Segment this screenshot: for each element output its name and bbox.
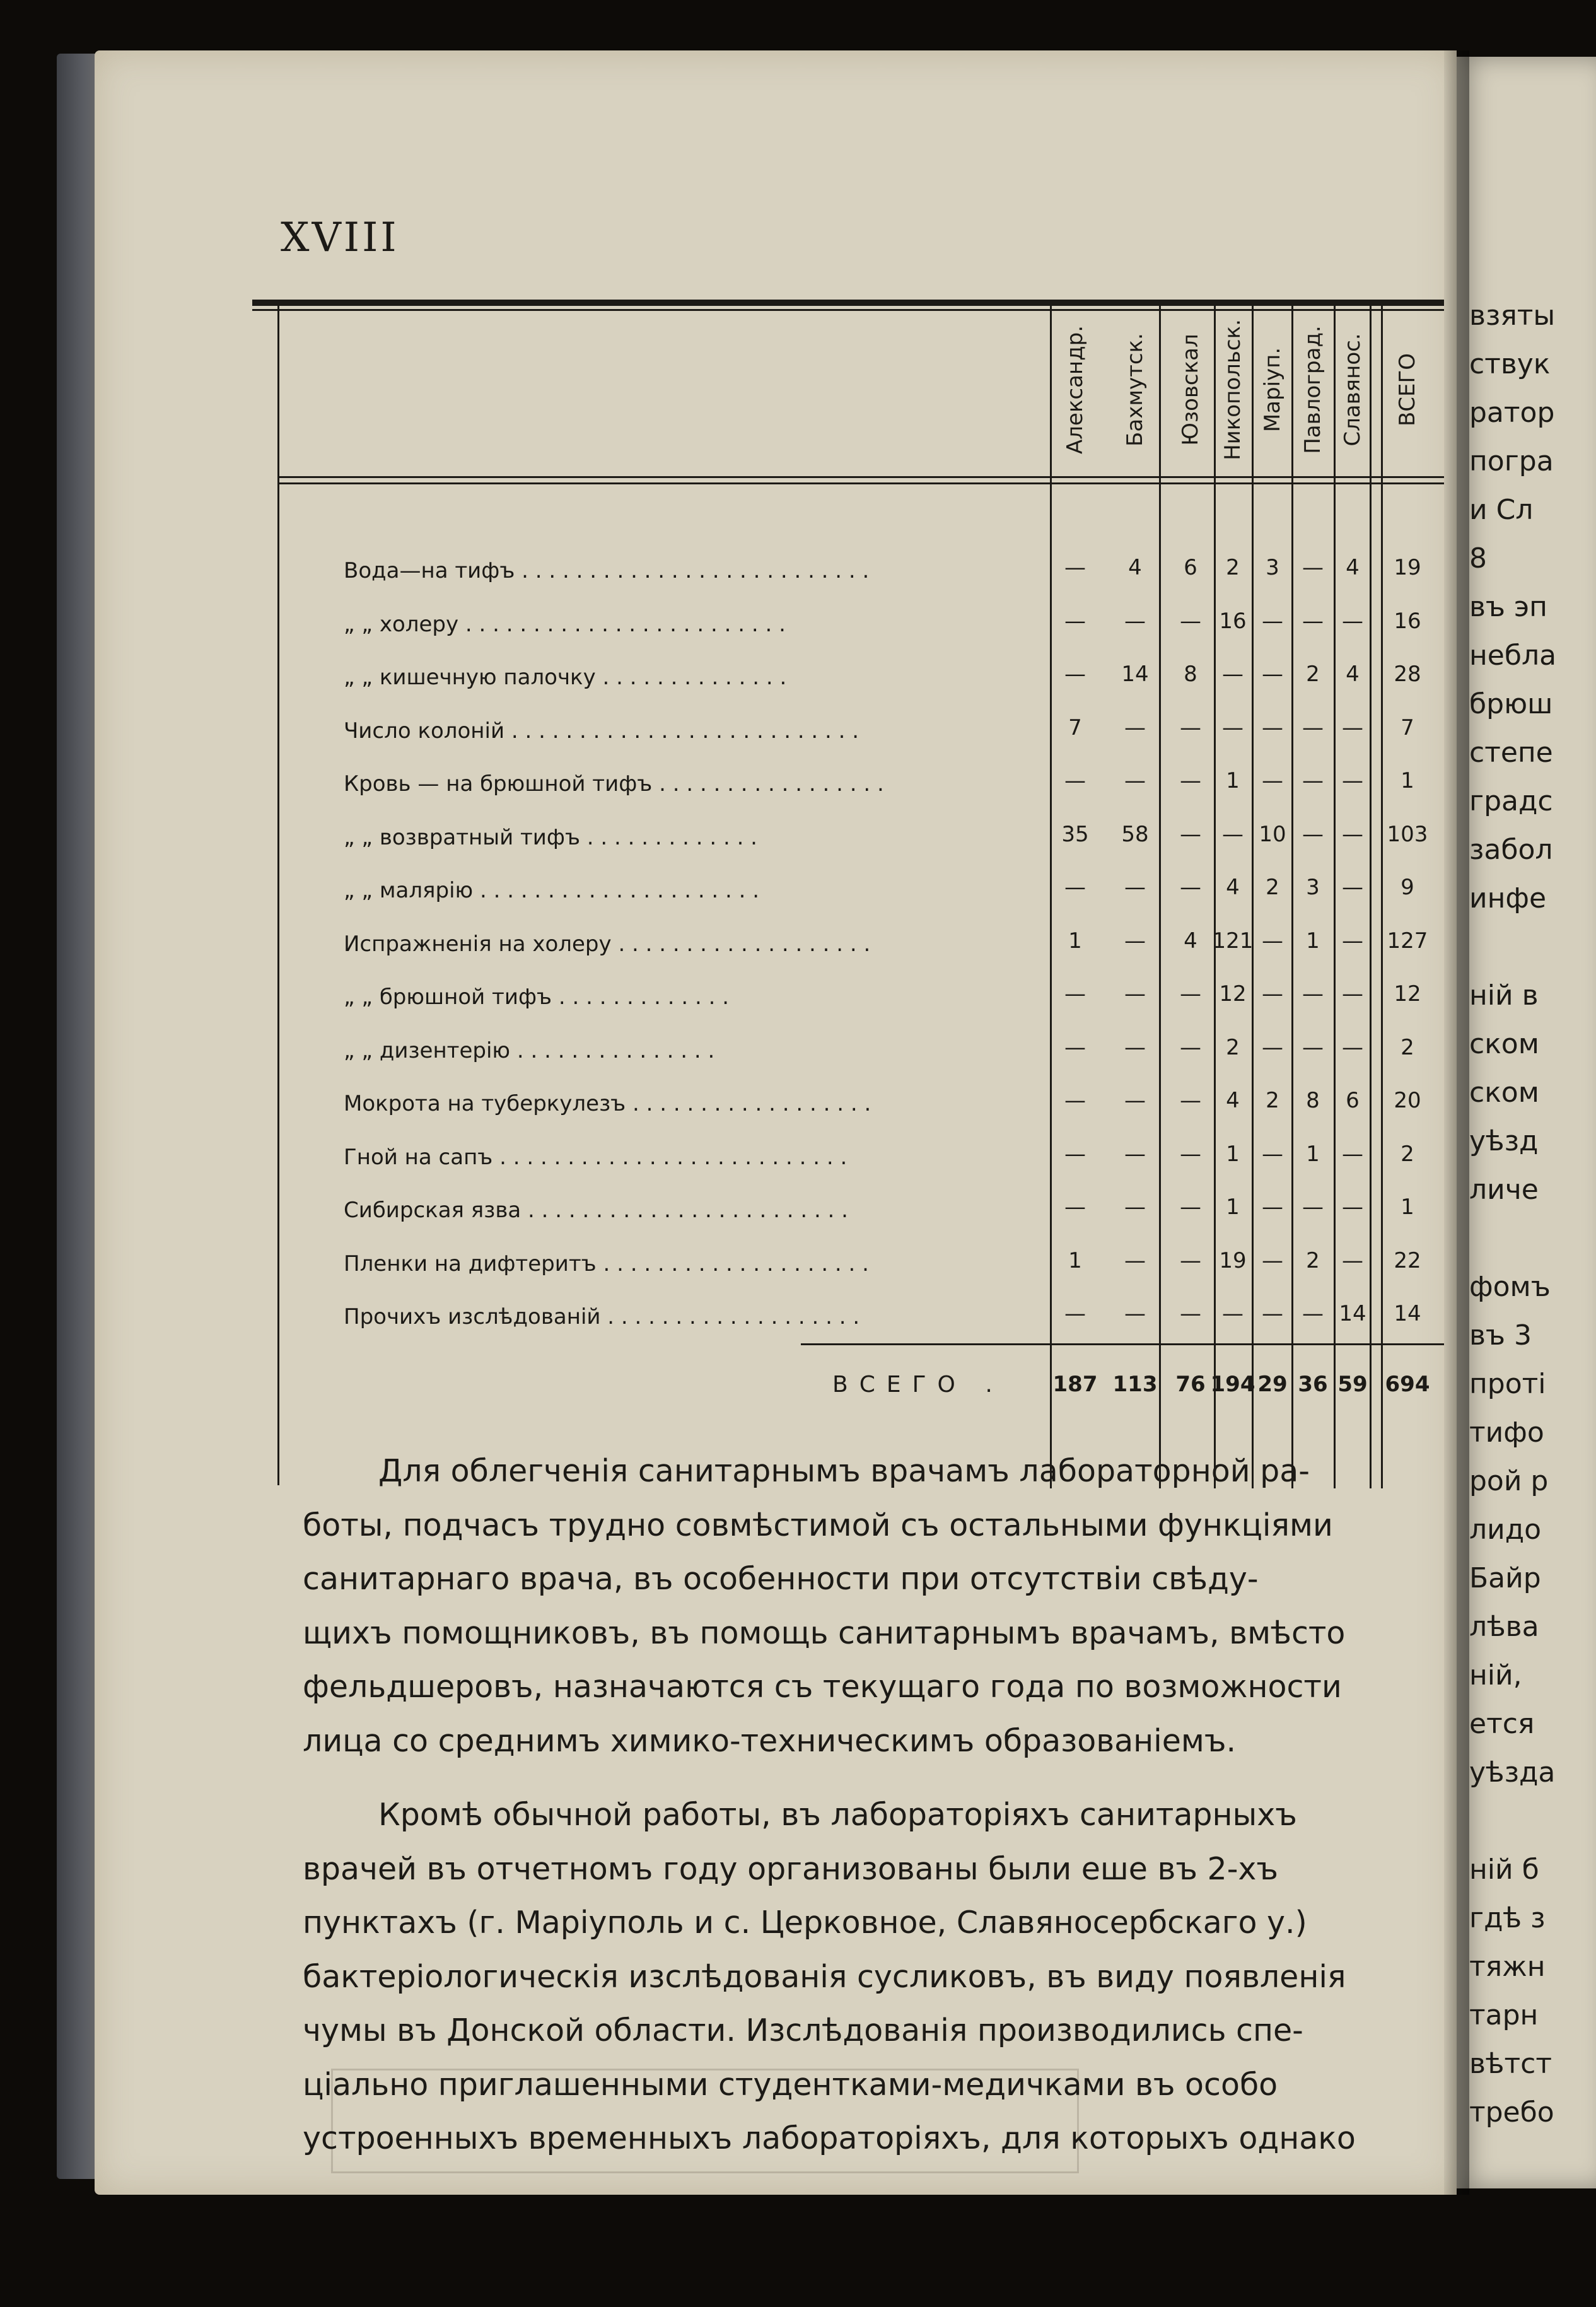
- table-cell: —: [1180, 1194, 1201, 1220]
- table-cell: 8: [1306, 1088, 1320, 1113]
- next-page-line: ратор: [1469, 397, 1555, 429]
- table-cell: —: [1342, 928, 1363, 954]
- table-cell: —: [1342, 1141, 1363, 1167]
- table-cell: 20: [1394, 1088, 1421, 1113]
- table-cell: —: [1302, 981, 1324, 1007]
- next-page-line: уѣзд: [1469, 1125, 1539, 1157]
- table-cell: —: [1124, 768, 1146, 793]
- row-label: Прочихъ изслѣдованій . . . . . . . . . . . . . . . . . . .: [344, 1304, 860, 1329]
- table-cell: 14: [1339, 1301, 1366, 1326]
- column-header-text: Александр.: [1063, 325, 1088, 454]
- table-cell: —: [1180, 768, 1201, 793]
- table-cell: —: [1302, 821, 1324, 847]
- next-page-line: ствук: [1469, 348, 1551, 380]
- table-cell: 1: [1306, 928, 1320, 954]
- paragraph-line: ціально приглашенными студентками-медичками въ особо: [303, 2066, 1278, 2103]
- table-cell: —: [1302, 1194, 1324, 1220]
- next-page-line: забол: [1469, 834, 1553, 866]
- next-page-line: уѣзда: [1469, 1756, 1556, 1789]
- total-rule: [801, 1343, 1444, 1345]
- row-label: „ „ кишечную палочку . . . . . . . . . . . . . .: [344, 665, 787, 690]
- table-header-rule: [277, 476, 1444, 478]
- row-label: Кровь — на брюшной тифъ . . . . . . . . . . . . . . . . .: [344, 771, 884, 797]
- next-page-line: въ 3: [1469, 1319, 1532, 1352]
- table-cell: —: [1302, 555, 1324, 580]
- table-cell: 12: [1394, 981, 1421, 1007]
- table-cell: 3: [1306, 875, 1320, 900]
- table-cell: 1: [1226, 768, 1240, 793]
- table-cell: 2: [1401, 1141, 1414, 1167]
- table-cell: 4: [1184, 928, 1197, 954]
- table-cell: —: [1064, 1194, 1086, 1220]
- paragraph-2: [303, 1788, 1438, 2166]
- next-page-line: градс: [1469, 785, 1553, 817]
- next-page-line: лѣва: [1469, 1611, 1539, 1643]
- table-cell: 103: [1387, 821, 1428, 847]
- column-header: [1389, 306, 1426, 473]
- table-cell: 4: [1128, 555, 1142, 580]
- column-header: [1172, 306, 1209, 473]
- table-cell: —: [1302, 1034, 1324, 1060]
- table-cell: —: [1262, 608, 1283, 634]
- table-cell: —: [1064, 662, 1086, 687]
- next-page-line: 8: [1469, 542, 1487, 575]
- next-page-line: вѣтст: [1469, 2048, 1552, 2080]
- row-label: Вода—на тифъ . . . . . . . . . . . . . . . . . . . . . . . . . .: [344, 558, 870, 583]
- total-cell: 76: [1175, 1372, 1206, 1397]
- paragraph-line: устроенныхъ временныхъ лабораторіяхъ, для которыхъ однако: [303, 2120, 1356, 2156]
- table-cell: 58: [1121, 821, 1149, 847]
- table-cell: 22: [1394, 1247, 1421, 1273]
- table-cell: —: [1064, 768, 1086, 793]
- row-label: Гной на сапъ . . . . . . . . . . . . . . . . . . . . . . . . . .: [344, 1144, 848, 1170]
- table-cell: 10: [1259, 821, 1286, 847]
- column-header-text: ВСЕГО: [1395, 353, 1420, 426]
- table-cell: —: [1342, 768, 1363, 793]
- column-header: [1254, 306, 1291, 473]
- column-header-text: Павлоград.: [1300, 325, 1325, 454]
- column-header-text: Юзовскал: [1178, 333, 1203, 446]
- table-header-rule-2: [277, 482, 1444, 484]
- column-header: [1056, 306, 1094, 473]
- table-cell: 3: [1266, 555, 1279, 580]
- book-gutter: [1444, 50, 1469, 2195]
- table-cell: 4: [1226, 875, 1240, 900]
- table-cell: —: [1302, 1301, 1324, 1326]
- next-page-line: личе: [1469, 1174, 1539, 1206]
- table-cell: 2: [1401, 1034, 1414, 1060]
- table-cell: —: [1124, 1194, 1146, 1220]
- row-label: „ „ дизентерію . . . . . . . . . . . . . . .: [344, 1037, 715, 1063]
- table-cell: 2: [1266, 875, 1279, 900]
- row-label: Пленки на дифтеритъ . . . . . . . . . . . . . . . . . . . .: [344, 1251, 869, 1276]
- table-cell: —: [1222, 715, 1244, 740]
- row-label: Мокрота на туберкулезъ . . . . . . . . . . . . . . . . . .: [344, 1091, 871, 1116]
- paragraph-line: лица со среднимъ химико-техническимъ образованіемъ.: [303, 1722, 1237, 1759]
- table-cell: —: [1180, 1088, 1201, 1113]
- table-cell: 2: [1306, 1247, 1320, 1273]
- table-cell: —: [1262, 928, 1283, 954]
- next-page-line: и Сл: [1469, 494, 1534, 526]
- table-cell: 6: [1346, 1088, 1360, 1113]
- next-page-line: проті: [1469, 1368, 1546, 1400]
- table-cell: —: [1124, 1088, 1146, 1113]
- table-cell: 2: [1306, 662, 1320, 687]
- row-label: Испражненія на холеру . . . . . . . . . . . . . . . . . . .: [344, 931, 871, 957]
- total-cell: 113: [1112, 1372, 1158, 1397]
- column-header: [1214, 306, 1252, 473]
- column-header: [1116, 306, 1154, 473]
- table-cell: —: [1064, 555, 1086, 580]
- total-cell: 194: [1210, 1372, 1255, 1397]
- table-cell: 35: [1061, 821, 1089, 847]
- next-page-line: небла: [1469, 640, 1557, 672]
- table-cell: —: [1262, 1301, 1283, 1326]
- table-cell: 6: [1184, 555, 1197, 580]
- table-cell: 4: [1346, 662, 1360, 687]
- next-page-line: лидо: [1469, 1514, 1542, 1546]
- table-cell: —: [1342, 981, 1363, 1007]
- table-cell: —: [1124, 1301, 1146, 1326]
- table-cell: 121: [1212, 928, 1254, 954]
- next-page-line: ній б: [1469, 1854, 1539, 1886]
- table-cell: 12: [1219, 981, 1247, 1007]
- table-cell: 8: [1184, 662, 1197, 687]
- row-label: „ „ холеру . . . . . . . . . . . . . . . . . . . . . . . .: [344, 611, 786, 637]
- next-page-line: тяжн: [1469, 1951, 1546, 1983]
- table-cell: —: [1262, 1034, 1283, 1060]
- table-cell: —: [1180, 981, 1201, 1007]
- table-cell: —: [1124, 875, 1146, 900]
- table-top-rule: [252, 300, 1444, 306]
- table-cell: —: [1342, 1247, 1363, 1273]
- next-page-line: рой р: [1469, 1465, 1549, 1497]
- next-page-line: тифо: [1469, 1416, 1544, 1449]
- column-header-text: Маріуп.: [1260, 347, 1285, 432]
- next-page-line: тарн: [1469, 1999, 1539, 2031]
- page-number: XVIII: [281, 214, 399, 261]
- column-header-text: Бахмутск.: [1122, 332, 1148, 447]
- total-label: ВСЕГО .: [832, 1372, 1004, 1398]
- table-cell: —: [1222, 662, 1244, 687]
- next-page-line: брюш: [1469, 688, 1553, 720]
- table-cell: —: [1064, 875, 1086, 900]
- total-cell: 36: [1298, 1372, 1328, 1397]
- next-page-line: ском: [1469, 1077, 1539, 1109]
- table-cell: 4: [1346, 555, 1360, 580]
- next-page-line: инфе: [1469, 882, 1547, 914]
- table-cell: 19: [1394, 555, 1421, 580]
- next-page-line: ній в: [1469, 979, 1539, 1012]
- table-cell: 1: [1068, 928, 1082, 954]
- paragraph-line: санитарнаго врача, въ особенности при отсутствіи свѣду-: [303, 1561, 1259, 1597]
- table-cell: 2: [1226, 555, 1240, 580]
- table-cell: —: [1180, 1301, 1201, 1326]
- table-cell: —: [1064, 1034, 1086, 1060]
- table-cell: 14: [1394, 1301, 1421, 1326]
- table-cell: —: [1064, 608, 1086, 634]
- paragraph-line: щихъ помощниковъ, въ помощь санитарнымъ врачамъ, вмѣсто: [303, 1615, 1346, 1651]
- paragraph-line: боты, подчасъ трудно совмѣстимой съ остальными функціями: [303, 1507, 1333, 1543]
- row-label: Сибирская язва . . . . . . . . . . . . . . . . . . . . . . . .: [344, 1198, 848, 1223]
- table-cell: 1: [1306, 1141, 1320, 1167]
- table-cell: —: [1302, 768, 1324, 793]
- table-cell: —: [1124, 608, 1146, 634]
- table-cell: —: [1302, 715, 1324, 740]
- table-cell: —: [1262, 1141, 1283, 1167]
- table-cell: 7: [1068, 715, 1082, 740]
- table-cell: 19: [1219, 1247, 1247, 1273]
- table-cell: 1: [1401, 768, 1414, 793]
- paragraph-line: Для облегченія санитарнымъ врачамъ лабораторной ра-: [378, 1453, 1310, 1489]
- next-page-line: въ эп: [1469, 591, 1547, 623]
- table-cell: —: [1064, 1088, 1086, 1113]
- table-cell: 7: [1401, 715, 1414, 740]
- row-label: „ „ малярію . . . . . . . . . . . . . . . . . . . . .: [344, 878, 760, 903]
- paragraph-line: Кромѣ обычной работы, въ лабораторіяхъ санитарныхъ: [378, 1797, 1297, 1833]
- table-cell: —: [1262, 768, 1283, 793]
- table-cell: —: [1222, 821, 1244, 847]
- table-cell: 127: [1387, 928, 1428, 954]
- total-cell: 29: [1257, 1372, 1288, 1397]
- table-cell: —: [1342, 1034, 1363, 1060]
- table-cell: 1: [1226, 1141, 1240, 1167]
- table-cell: 14: [1121, 662, 1149, 687]
- column-header-text: Славянос.: [1340, 332, 1365, 447]
- column-header: [1334, 306, 1372, 473]
- table-cell: 28: [1394, 662, 1421, 687]
- paragraph-1: [303, 1444, 1438, 1768]
- paragraph-line: фельдшеровъ, назначаются съ текущаго года по возможности: [303, 1669, 1342, 1705]
- table-cell: 16: [1219, 608, 1247, 634]
- next-page-line: погра: [1469, 445, 1554, 477]
- next-page-line: ется: [1469, 1708, 1535, 1740]
- table-cell: —: [1180, 1141, 1201, 1167]
- table-cell: —: [1180, 821, 1201, 847]
- table-cell: 1: [1226, 1194, 1240, 1220]
- table-cell: —: [1124, 981, 1146, 1007]
- total-cell: 187: [1052, 1372, 1098, 1397]
- table-cell: —: [1342, 715, 1363, 740]
- table-cell: —: [1222, 1301, 1244, 1326]
- table-cell: —: [1180, 875, 1201, 900]
- next-page-line: фомъ: [1469, 1271, 1551, 1303]
- next-page-line: требо: [1469, 2096, 1554, 2129]
- table-cell: —: [1124, 1247, 1146, 1273]
- table-cell: —: [1262, 1194, 1283, 1220]
- total-cell: 59: [1337, 1372, 1368, 1397]
- paragraph-line: врачей въ отчетномъ году организованы были еше въ 2-хъ: [303, 1850, 1278, 1887]
- table-cell: 2: [1226, 1034, 1240, 1060]
- table-cell: —: [1064, 1301, 1086, 1326]
- table-cell: —: [1342, 608, 1363, 634]
- next-page-line: взяты: [1469, 300, 1556, 332]
- next-page-line: Байр: [1469, 1562, 1541, 1594]
- table-cell: —: [1342, 1194, 1363, 1220]
- total-cell: 694: [1385, 1372, 1430, 1397]
- row-label: „ „ возвратный тифъ . . . . . . . . . . . . .: [344, 824, 757, 850]
- table-cell: —: [1342, 821, 1363, 847]
- row-label: Число колоній . . . . . . . . . . . . . . . . . . . . . . . . . .: [344, 718, 859, 744]
- table-cell: 4: [1226, 1088, 1240, 1113]
- paragraph-line: пунктахъ (г. Маріуполь и с. Церковное, Славяносербскаго у.): [303, 1905, 1307, 1941]
- table-cell: 1: [1401, 1194, 1414, 1220]
- table-cell: —: [1064, 981, 1086, 1007]
- column-header: [1294, 306, 1332, 473]
- table-cell: 9: [1401, 875, 1414, 900]
- table-cell: 1: [1068, 1247, 1082, 1273]
- row-label: „ „ брюшной тифъ . . . . . . . . . . . . .: [344, 984, 730, 1010]
- paragraph-line: бактеріологическія изслѣдованія сусликовъ, въ виду появленія: [303, 1958, 1346, 1995]
- table-cell: —: [1124, 715, 1146, 740]
- column-header-text: Никопольск.: [1220, 318, 1245, 460]
- next-page-line: степе: [1469, 737, 1553, 769]
- table-cell: —: [1180, 1034, 1201, 1060]
- table-cell: —: [1262, 981, 1283, 1007]
- table-cell: —: [1262, 662, 1283, 687]
- table-cell: —: [1262, 715, 1283, 740]
- table-cell: —: [1180, 608, 1201, 634]
- next-page-line: гдѣ з: [1469, 1902, 1546, 1934]
- table-cell: —: [1302, 608, 1324, 634]
- table-cell: —: [1064, 1141, 1086, 1167]
- table-cell: —: [1262, 1247, 1283, 1273]
- table-cell: —: [1342, 875, 1363, 900]
- table-cell: 2: [1266, 1088, 1279, 1113]
- paragraph-line: чумы въ Донской области. Изслѣдованія производились спе-: [303, 2012, 1303, 2048]
- table-cell: —: [1180, 715, 1201, 740]
- table-cell: —: [1180, 1247, 1201, 1273]
- next-page-line: ском: [1469, 1028, 1539, 1060]
- next-page-line: ній,: [1469, 1659, 1522, 1691]
- table-cell: 16: [1394, 608, 1421, 634]
- table-cell: —: [1124, 928, 1146, 954]
- table-cell: —: [1124, 1141, 1146, 1167]
- table-cell: —: [1124, 1034, 1146, 1060]
